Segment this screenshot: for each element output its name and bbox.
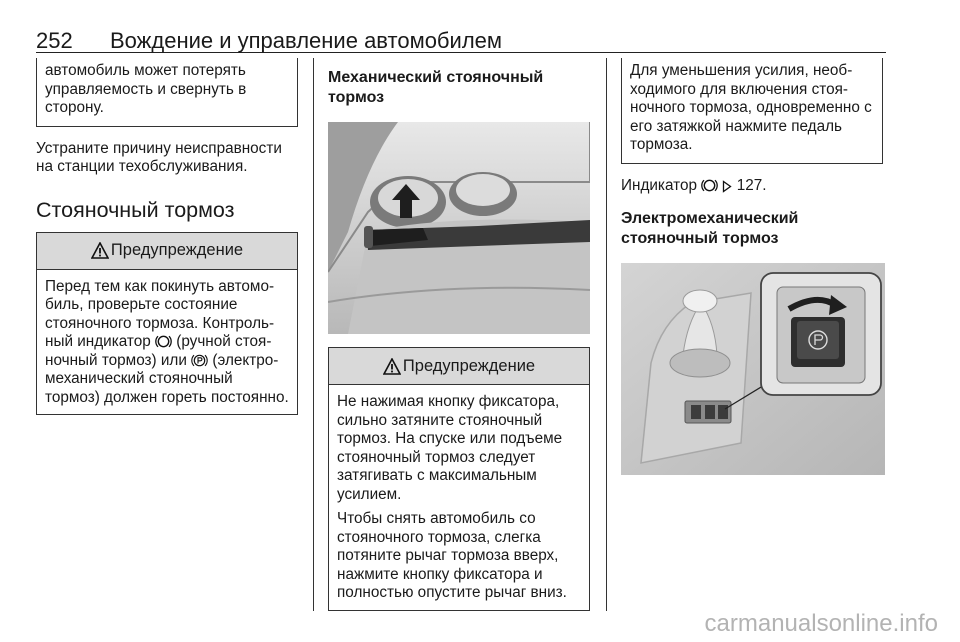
page-reference-icon [722, 180, 732, 193]
page-number: 252 [36, 28, 73, 53]
electric-parking-brake-icon [191, 353, 208, 368]
electric-brake-drawing [621, 263, 885, 475]
warning-box [36, 232, 298, 416]
chapter-title: Вождение и управление автомобилем [110, 28, 503, 53]
column-1 [36, 58, 298, 415]
handbrake-drawing [328, 122, 590, 334]
warning-body [37, 270, 297, 415]
warning-text: Перед тем как покинуть автомобиль, проверьте состояние стояночного тормоза. Контрольный индикатор [45, 277, 275, 350]
parking-brake-icon [155, 334, 172, 349]
warning-heading: Предупреждение [402, 356, 536, 375]
column-2 [328, 58, 590, 611]
column-3 [621, 58, 883, 475]
indicator-page-ref: 127. [736, 176, 767, 194]
warning-header [37, 233, 297, 270]
continued-box [621, 58, 883, 164]
indicator-label: Индикатор [621, 176, 702, 194]
watermark: carmanualsonline.info [704, 610, 938, 637]
warning-body [329, 385, 589, 610]
handbrake-illustration [328, 122, 590, 334]
subsection-title: Электромеханический стояночный тормоз [621, 210, 799, 247]
warning-header [329, 348, 589, 385]
warning-icon [91, 242, 109, 259]
warning-text: (электромеханический стояночный тормоз) должен гореть постоянно. [45, 351, 289, 406]
continued-text: Для уменьшения усилия, необходимого для включения стояночного тормоза, одновременно с его затяжкой нажмите педаль тормоза. [630, 62, 872, 153]
subsection-title: Механический стояночный тормоз [328, 69, 544, 106]
column-divider [606, 58, 607, 611]
section-title: Стояночный тормоз [36, 197, 235, 222]
continued-warning-text: автомобиль может потерять управляемость и свернуть в сторону. [45, 62, 247, 116]
warning-text: Чтобы снять автомобиль со стояночного тормоза, слегка потяните рычаг тормоза вверх, нажмите кнопку фиксатора и полностью опустите рычаг вниз. [337, 510, 567, 601]
warning-text: (ручной стояночный тормоз) или [45, 333, 272, 369]
warning-box [328, 347, 590, 611]
paragraph: Устраните причину неисправности на станции техобслуживания. [36, 139, 282, 175]
page-header [36, 26, 886, 53]
indicator-reference [621, 177, 883, 196]
parking-brake-icon [701, 178, 718, 193]
electric-brake-illustration [621, 263, 885, 475]
continued-warning-box [36, 58, 298, 127]
warning-heading: Предупреждение [110, 241, 244, 259]
warning-icon [383, 358, 401, 375]
warning-text: Не нажимая кнопку фиксатора, сильно затяните стояночный тормоз. На спуске или подъеме стояночный тормоз следует затягивать с максимальным усилием. [337, 393, 563, 503]
column-divider [313, 58, 314, 611]
